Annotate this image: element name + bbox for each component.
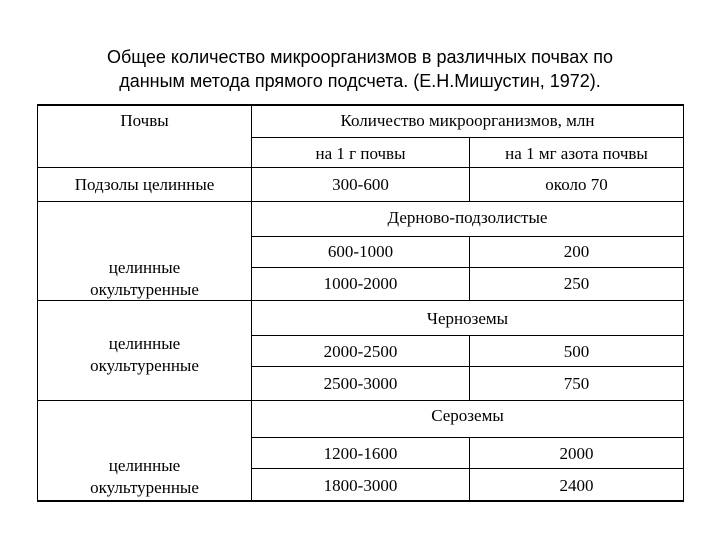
group3-band-line <box>252 437 683 438</box>
table-border-bottom <box>37 500 684 502</box>
row-label: целинные <box>108 258 181 277</box>
group1-band-line <box>252 236 683 237</box>
row-per-mg-nitrogen: 500 <box>563 342 590 361</box>
group2-band-line <box>252 335 683 336</box>
group2-bottom-line <box>38 400 683 401</box>
group-title: Дерново-подзолистые <box>387 208 548 227</box>
header-sub-line <box>252 137 683 138</box>
table-border-left <box>37 104 38 502</box>
header-count: Количество микроорганизмов, млн <box>340 111 595 130</box>
group2-row-line <box>252 366 683 367</box>
row-label: целинные <box>108 334 181 353</box>
row-per-mg-nitrogen: 200 <box>563 242 590 261</box>
row-label: окультуренные <box>90 478 199 497</box>
table-border-top <box>37 104 684 106</box>
page-title-line-1: Общее количество микроорганизмов в различных почвах по <box>106 47 614 67</box>
header-per-mg-nitrogen: на 1 мг азота почвы <box>505 144 648 163</box>
row-per-gram: 1200-1600 <box>323 444 398 463</box>
row-per-gram: 600-1000 <box>327 242 394 261</box>
row-label: окультуренные <box>90 280 199 299</box>
row-label: целинные <box>108 456 181 475</box>
podzol-per-mg-nitrogen: около 70 <box>545 175 608 194</box>
podzol-per-gram: 300-600 <box>332 175 389 194</box>
podzol-bottom-line <box>38 201 683 202</box>
row-per-mg-nitrogen: 250 <box>563 274 590 293</box>
row-per-gram: 1800-3000 <box>323 476 398 495</box>
header-soils: Почвы <box>120 111 169 130</box>
group3-row-line <box>252 468 683 469</box>
group-title: Сероземы <box>431 406 504 425</box>
podzol-label: Подзолы целинные <box>74 175 215 194</box>
header-per-gram: на 1 г почвы <box>315 144 406 163</box>
row-per-mg-nitrogen: 2000 <box>559 444 594 463</box>
page-title-line-2: данным метода прямого подсчета. (Е.Н.Мишустин, 1972). <box>119 71 601 91</box>
table-border-right <box>683 104 684 502</box>
row-per-gram: 2000-2500 <box>323 342 398 361</box>
row-per-mg-nitrogen: 750 <box>563 374 590 393</box>
row-per-mg-nitrogen: 2400 <box>559 476 594 495</box>
group-title: Черноземы <box>426 309 509 328</box>
row-per-gram: 2500-3000 <box>323 374 398 393</box>
group1-row-line <box>252 267 683 268</box>
row-per-gram: 1000-2000 <box>323 274 398 293</box>
row-label: окультуренные <box>90 356 199 375</box>
header-bottom-line <box>38 167 683 168</box>
